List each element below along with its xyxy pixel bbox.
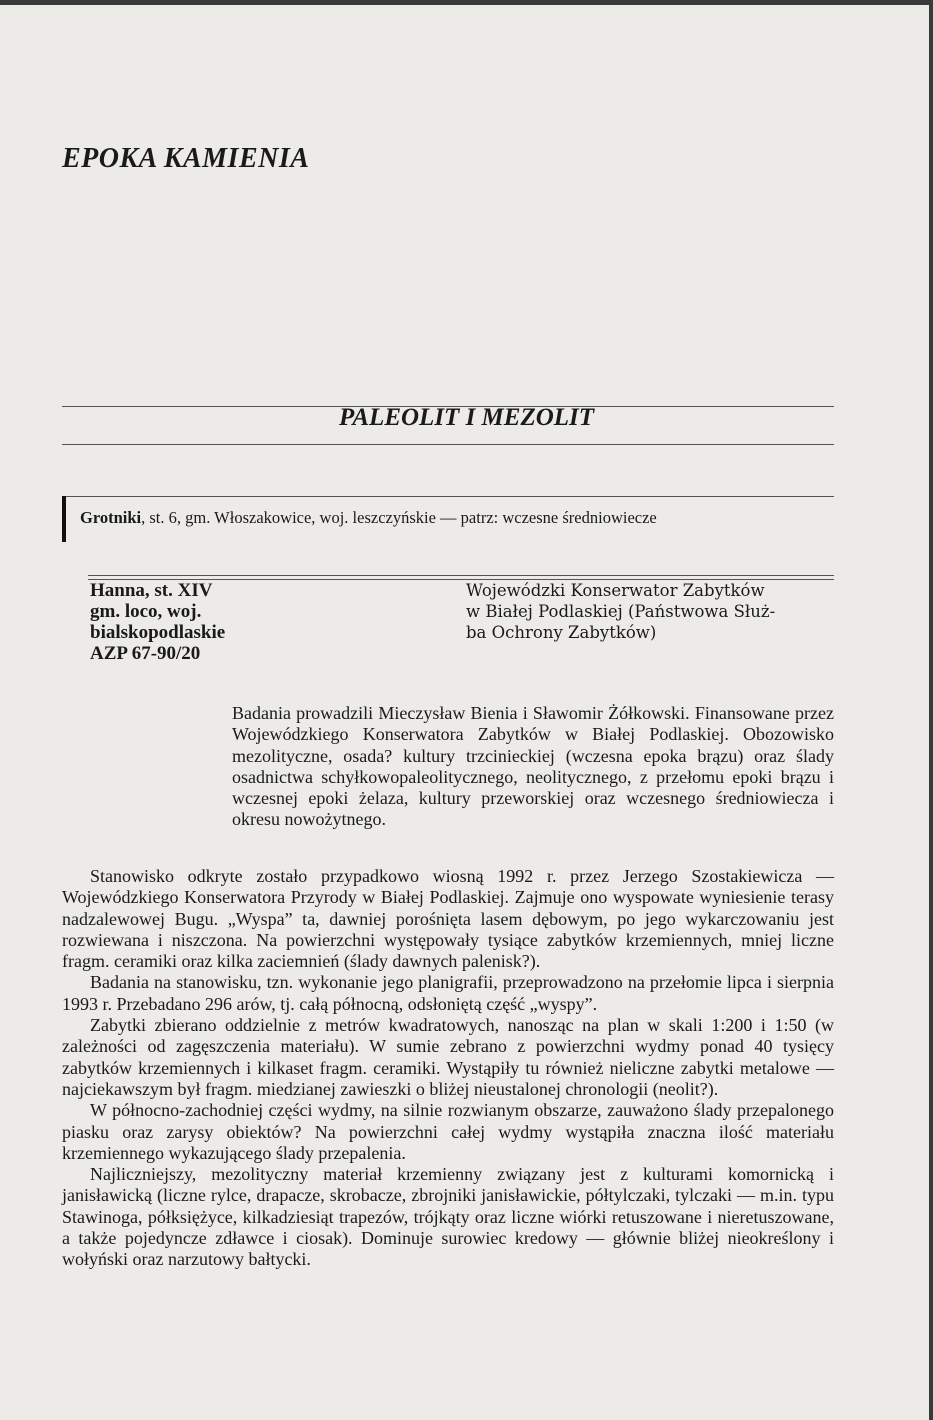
- cross-reference: [62, 496, 834, 542]
- entry-org-line: w Białej Podlaskiej (Państwowa Służ-: [466, 602, 776, 621]
- entry-org-line: ba Ochrony Zabytków): [466, 623, 657, 642]
- body-paragraph: Badania na stanowisku, tzn. wykonanie jego planigrafii, przeprowadzono na przełomie lipca i sierpnia 1993 r. Przebadano 296 arów, tj. całą północną, odsłoniętą część „wyspy”.: [62, 972, 834, 1014]
- cross-reference-text: [80, 508, 657, 528]
- body-text: [62, 866, 834, 1271]
- entry-commune: gm. loco, woj.: [90, 601, 202, 622]
- entry-summary: Badania prowadzili Mieczysław Bienia i Sławomir Żółkowski. Finansowane przez Wojewódzkiego Konserwatora Zabytków w Białej Podlaskiej. Obozowisko mezolityczne, osada? kultury trzcinieckiej (wczesna epoka brązu) oraz ślady osadnictwa schyłkowopaleolitycznego, neolitycznego, z przełomu epoki brązu i wczesnej epoki żelaza, kultury przeworskiej oraz wczesnego średniowiecza i okresu nowożytnego.: [232, 703, 834, 830]
- chapter-title: EPOKA KAMIENIA: [62, 143, 310, 174]
- entry-province: bialskopodlaskie: [90, 622, 226, 643]
- body-paragraph: Stanowisko odkryte zostało przypadkowo wiosną 1992 r. przez Jerzego Szostakiewicza — Wojewódzkiego Konserwatora Przyrody w Białej Podlaskiej. Zajmuje ono wyspowate wyniesienie terasy nadzalewowej Bugu. „Wyspa” ta, dawniej porośnięta lasem dębowym, po jego wykarczowaniu jest rozwiewana i niszczona. Na powierzchni występowały tysiące zabytków krzemiennych, mniej liczne fragm. ceramiki oraz kilka zaciemnień (ślady dawnych palenisk?).: [62, 866, 834, 972]
- page-edge-top: [0, 0, 933, 5]
- entry-site: Hanna, st. XIV: [90, 580, 213, 601]
- cross-reference-bar: [62, 496, 66, 542]
- entry-heading: [90, 580, 290, 664]
- body-paragraph: Zabytki zbierano oddzielnie z metrów kwadratowych, nanosząc na plan w skali 1:200 i 1:50 (w zależności od zagęszczenia materiału). W sumie zebrano z powierzchni wydmy ponad 40 tysięcy zabytków krzemiennych i kilkaset fragm. ceramiki. Wystąpiły tu również nieliczne zabytki metalowe — najciekawszym był fragm. miedzianej zawieszki o bliżej nieustalonej chronologii (neolit?).: [62, 1015, 834, 1099]
- section-title: PALEOLIT I MEZOLIT: [338, 404, 595, 431]
- section-rule-bottom: [62, 444, 834, 445]
- page-edge-right: [929, 0, 933, 1420]
- cross-reference-rest: , st. 6, gm. Włoszakowice, woj. leszczyńskie — patrz: wczesne średniowiecze: [141, 508, 657, 527]
- entry-organization: [466, 580, 836, 643]
- body-paragraph: W północno-zachodniej części wydmy, na silnie rozwianym obszarze, zauważono ślady przepalonego piasku oraz zarysy obiektów? Na powierzchni całej wydmy wystąpiła znaczna ilość materiału krzemiennego wykazującego ślady przepalenia.: [62, 1100, 834, 1163]
- cross-reference-rule: [66, 496, 834, 497]
- entry-org-line: Wojewódzki Konserwator Zabytków: [466, 581, 765, 600]
- entry-azp: AZP 67-90/20: [90, 643, 201, 664]
- cross-reference-place: Grotniki: [80, 508, 142, 527]
- body-paragraph: Najliczniejszy, mezolityczny materiał krzemienny związany jest z kulturami komornicką i janisławicką (liczne rylce, drapacze, skrobacze, zbrojniki janisławickie, półtylczaki, tylczaki — m.in. typu Stawinoga, półksiężyce, kilkadziesiąt trapezów, trójkąty oraz liczne wiórki retuszowane i nieretuszowane, a także pojedyncze zdławce i ciosak). Dominuje surowiec kredowy — głównie bliżej nieokreślony i wołyński oraz narzutowy bałtycki.: [62, 1164, 834, 1270]
